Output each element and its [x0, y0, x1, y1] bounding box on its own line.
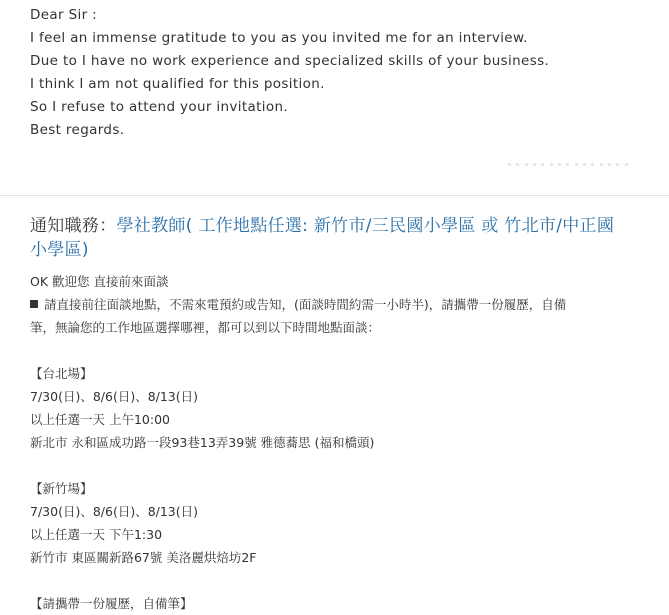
hsinchu-header: 【新竹場】 — [30, 481, 93, 496]
notice-text: 請直接前往面談地點，不需來電預約或告知，(面談時間約需一小時半)，請攜帶一份履歷，自備筆，無論您的工作地區選擇哪裡，都可以到以下時間地點面談： — [30, 297, 567, 335]
job-notice-post — [30, 214, 630, 615]
hsinchu-time: 以上任選一天 下午1:30 — [30, 527, 163, 542]
reply-text: OK 歡迎您 直接前來面談 — [30, 274, 169, 289]
post-body — [30, 270, 630, 615]
letter-line: Dear Sir : — [30, 7, 98, 23]
hsinchu-dates: 7/30(日)、8/6(日)、8/13(日) — [30, 504, 199, 519]
letter-body — [30, 4, 650, 142]
letter-line: So I refuse to attend your invitation. — [30, 99, 289, 115]
square-bullet-icon — [30, 300, 38, 308]
decorative-dots — [508, 163, 628, 167]
letter-line: I think I am not qualified for this position. — [30, 76, 325, 92]
notice-paragraph — [30, 293, 590, 339]
hsinchu-address: 新竹市 東區關新路67號 美洛麗烘焙坊2F — [30, 550, 257, 565]
taipei-address: 新北市 永和區成功路一段93巷13弄39號 雅德蕎思 (福和橋頭) — [30, 435, 375, 450]
letter-line: I feel an immense gratitude to you as you invited me for an interview. — [30, 30, 528, 46]
letter-line: Best regards. — [30, 122, 125, 138]
job-title-link[interactable]: 學社教師( 工作地點任選: 新竹市/三民國小學區 或 竹北市/中正國小學區) — [30, 216, 615, 260]
footer-note: 【請攜帶一份履歷，自備筆】 — [30, 596, 193, 611]
section-divider — [0, 195, 669, 196]
taipei-time: 以上任選一天 上午10:00 — [30, 412, 170, 427]
taipei-header: 【台北場】 — [30, 366, 93, 381]
title-prefix: 通知職務： — [30, 216, 117, 236]
letter-line: Due to I have no work experience and specialized skills of your business. — [30, 53, 550, 69]
post-title — [30, 214, 630, 262]
taipei-dates: 7/30(日)、8/6(日)、8/13(日) — [30, 389, 199, 404]
